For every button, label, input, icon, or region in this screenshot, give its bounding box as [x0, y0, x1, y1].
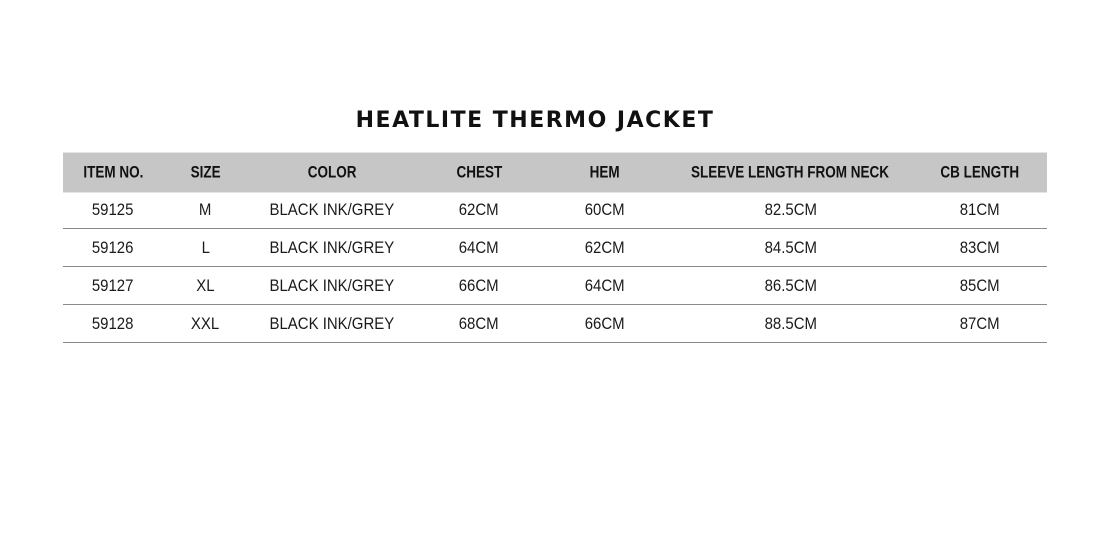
- cell-size: XL: [163, 267, 248, 305]
- cell-color: BLACK INK/GREY: [248, 191, 416, 229]
- cell-size: M: [163, 191, 248, 229]
- cell-hem: 60CM: [542, 191, 668, 229]
- cell-chest: 66CM: [416, 267, 542, 305]
- header-sleeve-length: SLEEVE LENGTH FROM NECK: [668, 153, 913, 193]
- size-chart-table: [63, 154, 1047, 343]
- cell-item-no: 59125: [63, 191, 163, 229]
- cell-hem: 66CM: [542, 305, 668, 343]
- table-row: [63, 267, 1047, 305]
- cell-chest: 62CM: [416, 191, 542, 229]
- cell-sleeve-length: 82.5CM: [668, 191, 913, 229]
- cell-hem: 62CM: [542, 229, 668, 267]
- header-chest: CHEST: [416, 153, 542, 193]
- cell-sleeve-length: 84.5CM: [668, 229, 913, 267]
- header-hem: HEM: [542, 153, 668, 193]
- cell-hem: 64CM: [542, 267, 668, 305]
- cell-sleeve-length: 86.5CM: [668, 267, 913, 305]
- cell-item-no: 59128: [63, 305, 163, 343]
- page-title: HEATLITE THERMO JACKET: [355, 108, 715, 133]
- cell-cb-length: 85CM: [913, 267, 1047, 305]
- header-cb-length: CB LENGTH: [913, 153, 1047, 193]
- table-row: [63, 229, 1047, 267]
- header-color: COLOR: [248, 153, 416, 193]
- cell-chest: 64CM: [416, 229, 542, 267]
- header-item-no: ITEM NO.: [63, 153, 163, 193]
- table-row: [63, 305, 1047, 343]
- cell-sleeve-length: 88.5CM: [668, 305, 913, 343]
- cell-color: BLACK INK/GREY: [248, 305, 416, 343]
- cell-size: XXL: [163, 305, 248, 343]
- cell-cb-length: 87CM: [913, 305, 1047, 343]
- cell-item-no: 59126: [63, 229, 163, 267]
- cell-chest: 68CM: [416, 305, 542, 343]
- table-header-row: [63, 154, 1047, 191]
- cell-item-no: 59127: [63, 267, 163, 305]
- cell-color: BLACK INK/GREY: [248, 267, 416, 305]
- cell-size: L: [163, 229, 248, 267]
- cell-color: BLACK INK/GREY: [248, 229, 416, 267]
- cell-cb-length: 83CM: [913, 229, 1047, 267]
- table-row: [63, 191, 1047, 229]
- header-size: SIZE: [163, 153, 248, 193]
- cell-cb-length: 81CM: [913, 191, 1047, 229]
